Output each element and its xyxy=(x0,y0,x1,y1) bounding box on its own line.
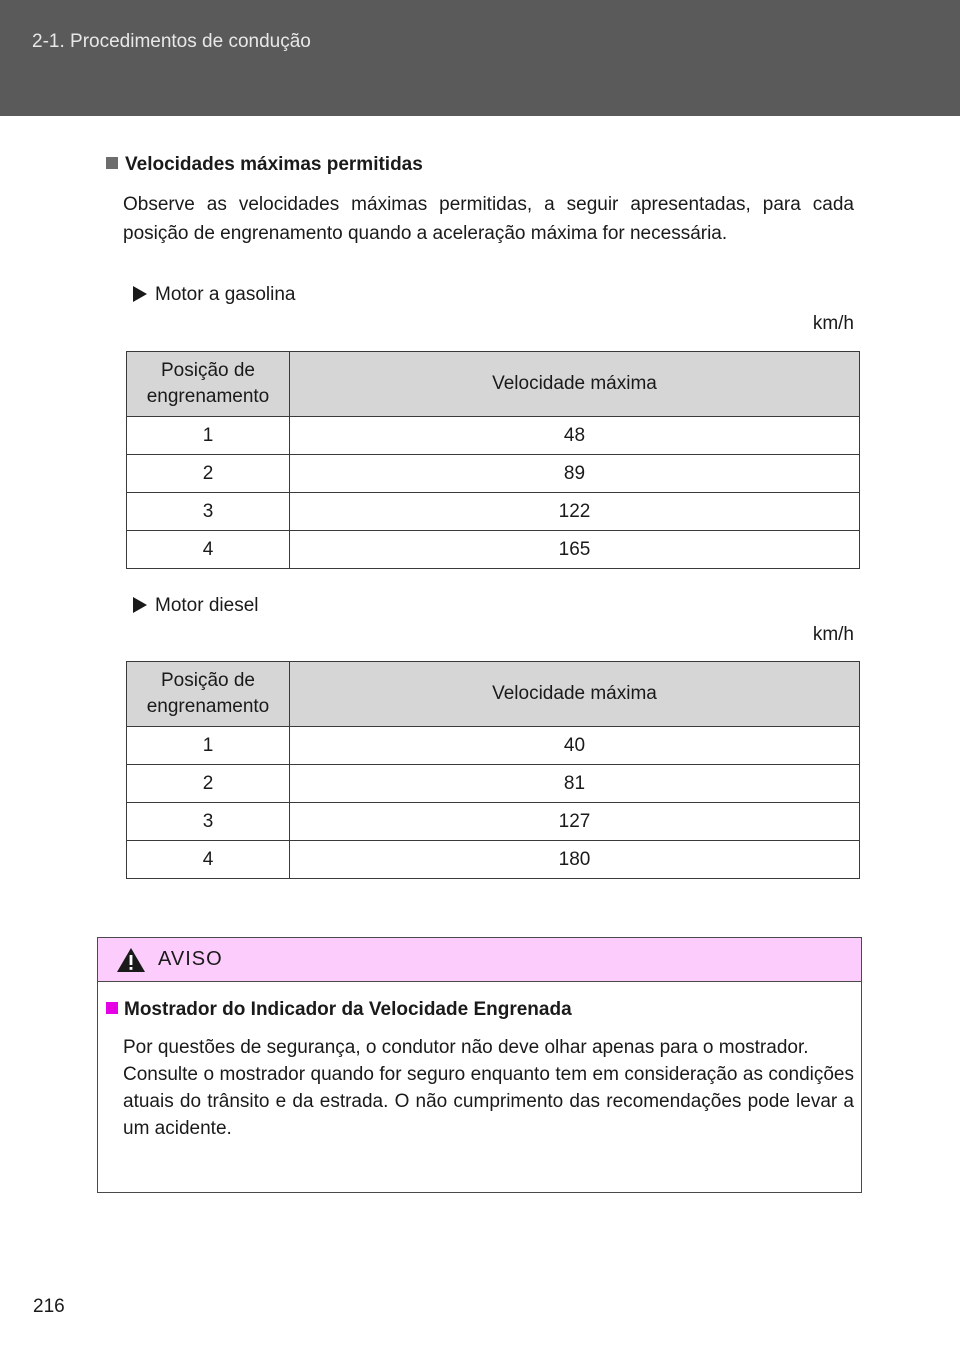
speed-cell: 127 xyxy=(290,803,860,841)
triangle-bullet-icon xyxy=(133,597,147,613)
intro-paragraph: Observe as velocidades máximas permitidas, a seguir apresentadas, para cada posição de engrenamento quando a aceleração máxima for necessária. xyxy=(123,194,854,244)
gear-cell: 3 xyxy=(127,803,290,841)
table-row xyxy=(127,417,860,455)
table-row xyxy=(127,727,860,765)
triangle-bullet-icon xyxy=(133,286,147,302)
speed-cell: 89 xyxy=(290,455,860,493)
diesel-label-text: Motor diesel xyxy=(155,595,259,616)
speed-cell: 48 xyxy=(290,417,860,455)
gasoline-label xyxy=(133,284,295,306)
table-header-row xyxy=(127,352,860,417)
speed-cell: 122 xyxy=(290,493,860,531)
square-bullet-icon xyxy=(106,1002,118,1014)
column-header-speed: Velocidade máxima xyxy=(290,662,860,727)
warning-title: AVISO xyxy=(158,948,223,970)
gasoline-label-text: Motor a gasolina xyxy=(155,284,296,305)
warning-box xyxy=(97,937,862,1193)
table-row xyxy=(127,455,860,493)
gear-cell: 4 xyxy=(127,841,290,879)
speed-cell: 165 xyxy=(290,531,860,569)
gear-cell: 3 xyxy=(127,493,290,531)
page-number: 216 xyxy=(33,1296,65,1317)
column-header-speed: Velocidade máxima xyxy=(290,352,860,417)
gasoline-speed-table xyxy=(126,351,860,569)
table-row xyxy=(127,493,860,531)
page-header xyxy=(0,0,960,116)
speed-cell: 40 xyxy=(290,727,860,765)
warning-body xyxy=(123,1034,854,1142)
warning-heading-text: Mostrador do Indicador da Velocidade Engrenada xyxy=(124,999,572,1020)
warning-triangle-icon xyxy=(116,947,146,973)
column-header-gear: Posição de engrenamento xyxy=(127,352,290,417)
section-heading xyxy=(106,154,423,176)
gear-cell: 4 xyxy=(127,531,290,569)
gear-cell: 1 xyxy=(127,727,290,765)
speed-cell: 81 xyxy=(290,765,860,803)
gear-cell: 1 xyxy=(127,417,290,455)
square-bullet-icon xyxy=(106,157,118,169)
section-title: 2-1. Procedimentos de condução xyxy=(32,31,311,52)
column-header-gear: Posição de engrenamento xyxy=(127,662,290,727)
section-heading-text: Velocidades máximas permitidas xyxy=(125,154,423,175)
table-row xyxy=(127,803,860,841)
speed-cell: 180 xyxy=(290,841,860,879)
gear-cell: 2 xyxy=(127,765,290,803)
warning-paragraph: Por questões de segurança, o condutor não deve olhar apenas para o mostrador. xyxy=(123,1037,809,1058)
diesel-label xyxy=(133,595,259,617)
gear-cell: 2 xyxy=(127,455,290,493)
warning-heading xyxy=(106,999,572,1021)
warning-paragraph: Consulte o mostrador quando for seguro enquanto tem em consideração as condições atuais do trânsito e da estrada. O não cumprimento das recomendações pode levar a um acidente. xyxy=(123,1064,854,1139)
diesel-speed-table xyxy=(126,661,860,879)
table-row xyxy=(127,841,860,879)
warning-header xyxy=(98,938,861,982)
diesel-unit: km/h xyxy=(812,624,854,645)
table-row xyxy=(127,531,860,569)
table-row xyxy=(127,765,860,803)
gasoline-unit: km/h xyxy=(812,313,854,334)
table-header-row xyxy=(127,662,860,727)
